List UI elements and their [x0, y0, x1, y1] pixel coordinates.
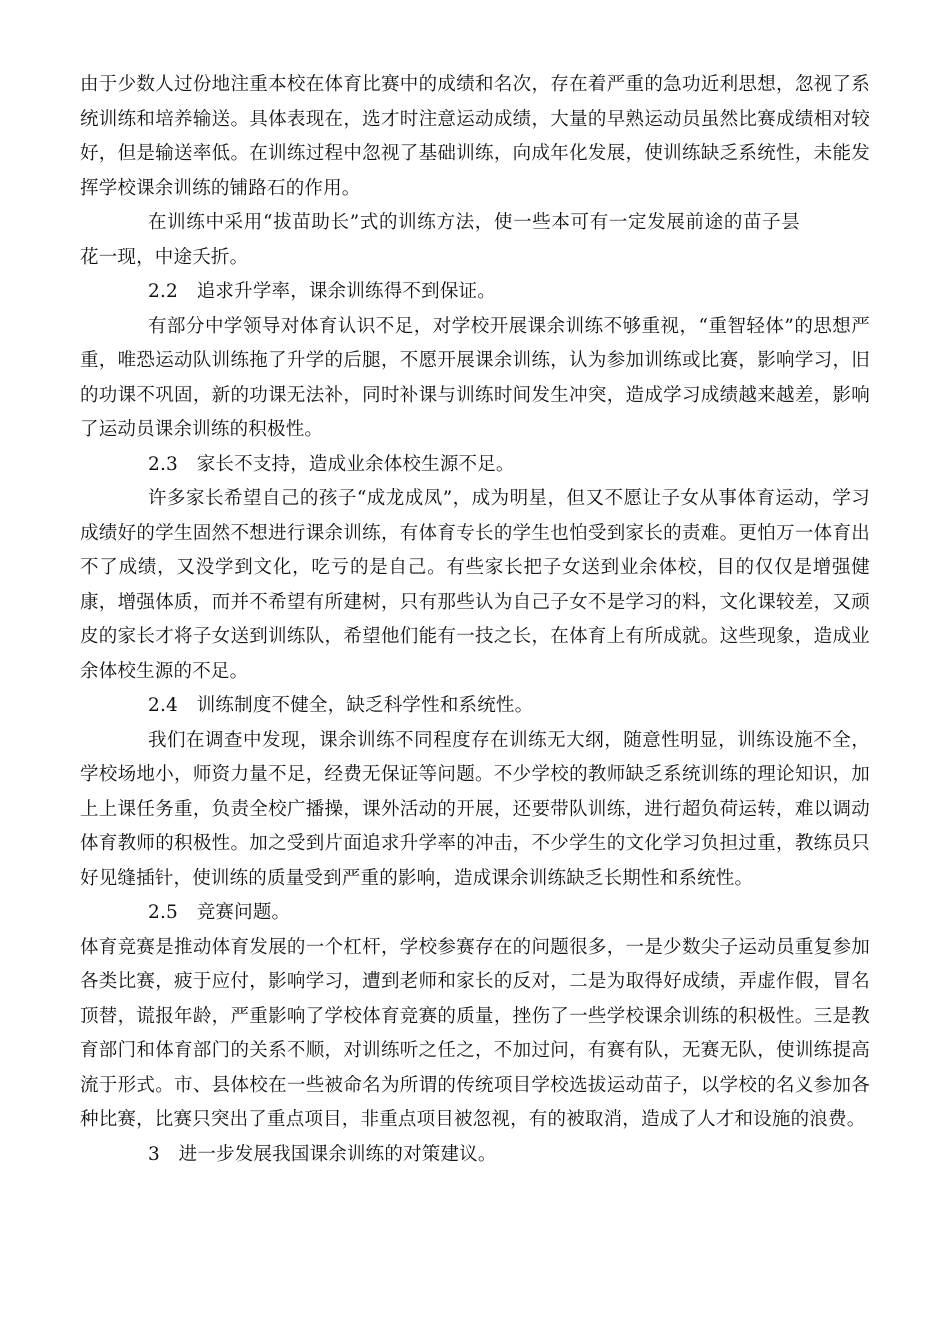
paragraph-training-system: 我们在调查中发现，课余训练不同程度存在训练无大纲，随意性明显，训练设施不全，学校场地小，师资力量不足，经费无保证等问题。不少学校的教师缺乏系统训练的理论知识，加上上课任务重，负责全校广播操，课外活动的开展，还要带队训练，进行超负荷运转，难以调动体育教师的积极性。加之受到片面追求升学率的冲击，不少学生的文化学习负担过重，教练员只好见缝插针，使训练的质量受到严重的影响，造成课余训练缺乏长期性和系统性。 [80, 729, 870, 889]
paragraph-enrollment-rate: 有部分中学领导对体育认识不足，对学校开展课余训练不够重视，“重智轻体”的思想严重，唯恐运动队训练拖了升学的后腿，不愿开展课余训练，认为参加训练或比赛，影响学习，旧的功课不巩固，新的功课无法补，同时补课与训练时间发生冲突，造成学习成绩越来越差，影响了运动员课余训练的积极性。 [80, 315, 870, 440]
paragraph-pull-seedlings: 在训练中采用“拔苗助长”式的训练方法，使一些本可有一定发展前途的苗子昙花一现，中途夭折。 [80, 212, 800, 268]
section-heading-2-2: 2.2 追求升学率，课余训练得不到保证。 [148, 281, 496, 302]
document-page [80, 68, 870, 1172]
paragraph-intro: 由于少数人过份地注重本校在体育比赛中的成绩和名次，存在着严重的急功近利思想，忽视了系统训练和培养输送。具体表现在，选才时注意运动成绩，大量的早熟运动员虽然比赛成绩相对较好，但是输送率低。在训练过程中忽视了基础训练，向成年化发展，使训练缺乏系统性，未能发挥学校课余训练的铺路石的作用。 [80, 74, 870, 199]
section-heading-2-3: 2.3 家长不支持，造成业余体校生源不足。 [148, 453, 515, 475]
section-heading-3: 3 进一步发展我国课余训练的对策建议。 [148, 1143, 497, 1165]
section-heading-2-5: 2.5 竞赛问题。 [148, 902, 291, 923]
paragraph-competition: 体育竞赛是推动体育发展的一个杠杆，学校参赛存在的问题很多，一是少数尖子运动员重复参加各类比赛，疲于应付，影响学习，遭到老师和家长的反对，二是为取得好成绩，弄虚作假，冒名顶替，谎报年龄，严重影响了学校体育竞赛的质量，挫伤了一些学校课余训练的积极性。三是教育部门和体育部门的关系不顺，对训练听之任之，不加过问，有赛有队，无赛无队，使训练提高流于形式。市、县体校在一些被命名为所谓的传统项目学校选拔运动苗子，以学校的名义参加各种比赛，比赛只突出了重点项目，非重点项目被忽视，有的被取消，造成了人才和设施的浪费。 [80, 936, 870, 1130]
paragraph-parents: 许多家长希望自己的孩子“成龙成凤”，成为明星，但又不愿让子女从事体育运动，学习成绩好的学生固然不想进行课余训练，有体育专长的学生也怕受到家长的责难。更怕万一体育出不了成绩，又没学到文化，吃亏的是自己。有些家长把子女送到业余体校，目的仅仅是增强健康，增强体质，而并不希望有所建树，只有那些认为自己子女不是学习的料，文化课较差，又顽皮的家长才将子女送到训练队，希望他们能有一技之长，在体育上有所成就。这些现象，造成业余体校生源的不足。 [80, 488, 870, 682]
section-heading-2-4: 2.4 训练制度不健全，缺乏科学性和系统性。 [148, 695, 534, 716]
